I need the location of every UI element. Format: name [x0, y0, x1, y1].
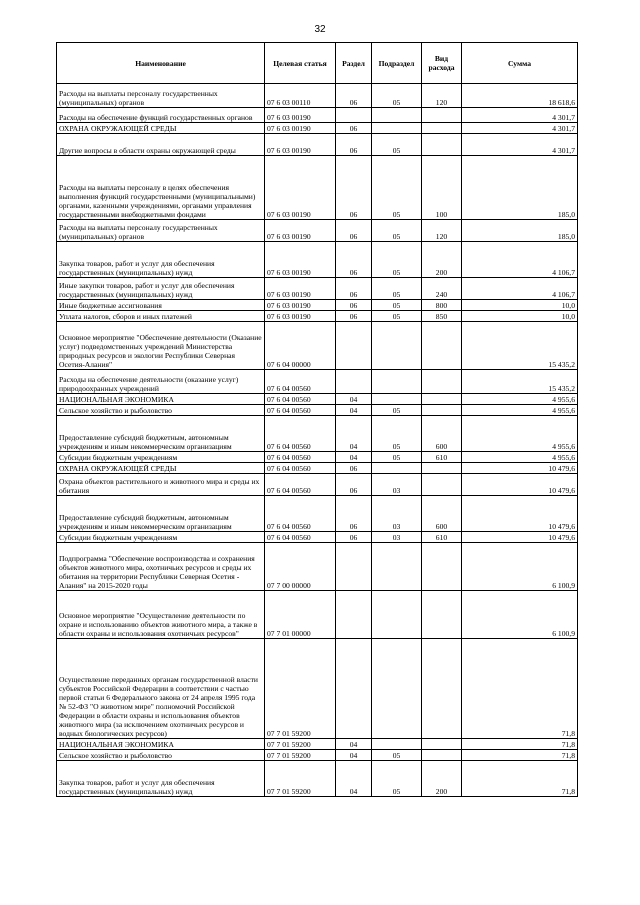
row-target-article: 07 6 04 00560	[265, 532, 336, 543]
row-name: Предоставление субсидий бюджетным, автономным учреждениям и иным некоммерческим организациям	[57, 496, 265, 532]
row-sum: 4 106,7	[462, 278, 578, 300]
row-sum: 10 479,6	[462, 474, 578, 496]
row-sum: 71,8	[462, 750, 578, 761]
row-target-article: 07 7 01 59200	[265, 739, 336, 750]
row-target-article: 07 6 03 00190	[265, 242, 336, 278]
row-subsection: 03	[372, 532, 422, 543]
row-name: Охрана объектов растительного и животного мира и среды их обитания	[57, 474, 265, 496]
row-sum: 4 301,7	[462, 123, 578, 134]
row-subsection: 05	[372, 242, 422, 278]
table-row	[57, 416, 578, 452]
row-target-article: 07 6 03 00110	[265, 84, 336, 108]
row-expense-kind: 800	[422, 300, 462, 311]
row-subsection: 05	[372, 311, 422, 322]
row-subsection	[372, 322, 422, 370]
table-row	[57, 108, 578, 123]
row-target-article: 07 6 04 00560	[265, 474, 336, 496]
row-section: 06	[336, 474, 372, 496]
row-sum: 15 435,2	[462, 322, 578, 370]
table-row	[57, 322, 578, 370]
row-expense-kind: 240	[422, 278, 462, 300]
row-section	[336, 108, 372, 123]
row-section	[336, 543, 372, 591]
row-section: 04	[336, 416, 372, 452]
row-target-article: 07 7 01 59200	[265, 761, 336, 797]
row-name: Субсидии бюджетным учреждениям	[57, 532, 265, 543]
row-expense-kind: 120	[422, 84, 462, 108]
row-subsection: 03	[372, 474, 422, 496]
table-row	[57, 220, 578, 242]
row-subsection: 05	[372, 84, 422, 108]
row-name: Предоставление субсидий бюджетным, автономным учреждениям и иным некоммерческим организациям	[57, 416, 265, 452]
table-row	[57, 639, 578, 739]
table-row	[57, 463, 578, 474]
table-row	[57, 750, 578, 761]
row-expense-kind: 850	[422, 311, 462, 322]
row-target-article: 07 6 03 00190	[265, 300, 336, 311]
row-section: 06	[336, 532, 372, 543]
row-expense-kind	[422, 370, 462, 394]
table-row	[57, 474, 578, 496]
row-sum: 15 435,2	[462, 370, 578, 394]
row-target-article: 07 6 03 00190	[265, 134, 336, 156]
table-row	[57, 370, 578, 394]
row-section	[336, 370, 372, 394]
row-sum: 71,8	[462, 639, 578, 739]
row-name: Субсидии бюджетным учреждениям	[57, 452, 265, 463]
row-subsection: 05	[372, 220, 422, 242]
table-header-row	[57, 43, 578, 84]
row-target-article: 07 6 04 00560	[265, 416, 336, 452]
row-section	[336, 322, 372, 370]
row-name: Расходы на выплаты персоналу государственных (муниципальных) органов	[57, 220, 265, 242]
row-expense-kind	[422, 463, 462, 474]
row-name: Расходы на обеспечение деятельности (оказание услуг) природоохранных учреждений	[57, 370, 265, 394]
row-name: НАЦИОНАЛЬНАЯ ЭКОНОМИКА	[57, 739, 265, 750]
row-sum: 4 955,6	[462, 452, 578, 463]
row-sum: 10 479,6	[462, 463, 578, 474]
row-expense-kind	[422, 739, 462, 750]
row-sum: 6 100,9	[462, 591, 578, 639]
row-sum: 10,0	[462, 300, 578, 311]
row-section: 04	[336, 405, 372, 416]
table-row	[57, 242, 578, 278]
row-name: Сельское хозяйство и рыболовство	[57, 750, 265, 761]
table-row	[57, 543, 578, 591]
row-section	[336, 591, 372, 639]
header-section: Раздел	[336, 43, 372, 84]
row-section: 06	[336, 84, 372, 108]
row-section: 04	[336, 452, 372, 463]
budget-table	[56, 42, 578, 797]
row-name: ОХРАНА ОКРУЖАЮЩЕЙ СРЕДЫ	[57, 123, 265, 134]
row-sum: 4 955,6	[462, 416, 578, 452]
table-row	[57, 394, 578, 405]
header-sum: Сумма	[462, 43, 578, 84]
row-name: Сельское хозяйство и рыболовство	[57, 405, 265, 416]
row-subsection	[372, 463, 422, 474]
row-target-article: 07 6 04 00560	[265, 496, 336, 532]
row-subsection	[372, 370, 422, 394]
row-subsection	[372, 591, 422, 639]
header-subsection: Подраздел	[372, 43, 422, 84]
row-expense-kind	[422, 591, 462, 639]
row-name: Другие вопросы в области охраны окружающей среды	[57, 134, 265, 156]
row-name: Уплата налогов, сборов и иных платежей	[57, 311, 265, 322]
row-section: 06	[336, 220, 372, 242]
row-target-article: 07 7 01 00000	[265, 591, 336, 639]
row-expense-kind	[422, 405, 462, 416]
row-subsection: 05	[372, 761, 422, 797]
header-target-article: Целевая статья	[265, 43, 336, 84]
row-subsection: 03	[372, 496, 422, 532]
row-target-article: 07 6 03 00190	[265, 156, 336, 220]
page-number: 32	[314, 24, 326, 35]
row-target-article: 07 6 04 00560	[265, 452, 336, 463]
row-expense-kind: 610	[422, 532, 462, 543]
row-section: 06	[336, 496, 372, 532]
row-sum: 10 479,6	[462, 496, 578, 532]
row-target-article: 07 6 03 00190	[265, 108, 336, 123]
row-target-article: 07 6 04 00000	[265, 322, 336, 370]
table-row	[57, 84, 578, 108]
table-row	[57, 452, 578, 463]
header-expense-kind: Вид расхода	[422, 43, 462, 84]
row-expense-kind	[422, 108, 462, 123]
row-name: НАЦИОНАЛЬНАЯ ЭКОНОМИКА	[57, 394, 265, 405]
row-expense-kind	[422, 322, 462, 370]
row-subsection	[372, 394, 422, 405]
row-subsection: 05	[372, 405, 422, 416]
row-name: Расходы на выплаты персоналу государственных (муниципальных) органов	[57, 84, 265, 108]
row-expense-kind: 200	[422, 761, 462, 797]
row-target-article: 07 6 04 00560	[265, 463, 336, 474]
row-sum: 4 106,7	[462, 242, 578, 278]
table-row	[57, 405, 578, 416]
table-row	[57, 591, 578, 639]
row-sum: 71,8	[462, 739, 578, 750]
row-sum: 185,0	[462, 156, 578, 220]
row-target-article: 07 6 04 00560	[265, 405, 336, 416]
table-row	[57, 496, 578, 532]
row-subsection: 05	[372, 452, 422, 463]
row-target-article: 07 6 03 00190	[265, 278, 336, 300]
row-section: 06	[336, 123, 372, 134]
row-target-article: 07 6 04 00560	[265, 394, 336, 405]
row-name: Основное мероприятие "Обеспечение деятельности (Оказание услуг) подведомственных учреждений Министерства природных ресурсов и экологии Республики Северная Осетия-Алания"	[57, 322, 265, 370]
table-row	[57, 134, 578, 156]
table-row	[57, 300, 578, 311]
row-target-article: 07 6 04 00560	[265, 370, 336, 394]
row-subsection	[372, 639, 422, 739]
row-section: 06	[336, 156, 372, 220]
row-subsection	[372, 123, 422, 134]
row-name: Подпрограмма "Обеспечение воспроизводства и сохранения объектов животного мира, охотничьих ресурсов и среды их обитания на территории Республики Северная Осетия - Алания" на 2015-2020 годы	[57, 543, 265, 591]
row-name: Расходы на выплаты персоналу в целях обеспечения выполнения функций государственными (муниципальными) органами, казенными учреждениями, органами управления государственными внебюджетными фондами	[57, 156, 265, 220]
row-expense-kind	[422, 123, 462, 134]
row-expense-kind	[422, 394, 462, 405]
row-name: Иные закупки товаров, работ и услуг для обеспечения государственных (муниципальных) нужд	[57, 278, 265, 300]
row-sum: 10 479,6	[462, 532, 578, 543]
row-subsection: 05	[372, 278, 422, 300]
row-name: Закупка товаров, работ и услуг для обеспечения государственных (муниципальных) нужд	[57, 761, 265, 797]
row-section: 06	[336, 463, 372, 474]
row-name: Иные бюджетные ассигнования	[57, 300, 265, 311]
row-name: Расходы на обеспечение функций государственных органов	[57, 108, 265, 123]
row-sum: 4 955,6	[462, 405, 578, 416]
row-section: 04	[336, 750, 372, 761]
row-subsection	[372, 108, 422, 123]
row-expense-kind: 610	[422, 452, 462, 463]
row-expense-kind	[422, 750, 462, 761]
row-target-article: 07 7 01 59200	[265, 639, 336, 739]
row-expense-kind: 600	[422, 496, 462, 532]
row-subsection: 05	[372, 156, 422, 220]
row-name: Закупка товаров, работ и услуг для обеспечения государственных (муниципальных) нужд	[57, 242, 265, 278]
row-expense-kind: 100	[422, 156, 462, 220]
row-section: 06	[336, 134, 372, 156]
row-expense-kind: 200	[422, 242, 462, 278]
row-sum: 6 100,9	[462, 543, 578, 591]
row-section: 04	[336, 394, 372, 405]
row-section: 06	[336, 311, 372, 322]
row-expense-kind	[422, 474, 462, 496]
row-target-article: 07 7 00 00000	[265, 543, 336, 591]
row-name: Основное мероприятие "Осуществление деятельности по охране и использованию объектов животного мира, а также в области охраны и использования охотничьих ресурсов"	[57, 591, 265, 639]
row-expense-kind: 120	[422, 220, 462, 242]
row-section: 04	[336, 739, 372, 750]
row-section: 06	[336, 278, 372, 300]
row-expense-kind	[422, 543, 462, 591]
row-subsection: 05	[372, 750, 422, 761]
row-expense-kind	[422, 639, 462, 739]
row-sum: 10,0	[462, 311, 578, 322]
row-section	[336, 639, 372, 739]
row-sum: 4 301,7	[462, 134, 578, 156]
row-subsection: 05	[372, 134, 422, 156]
row-subsection: 05	[372, 416, 422, 452]
row-section: 06	[336, 242, 372, 278]
table-row	[57, 532, 578, 543]
row-subsection	[372, 543, 422, 591]
row-expense-kind: 600	[422, 416, 462, 452]
row-target-article: 07 6 03 00190	[265, 123, 336, 134]
table-row	[57, 278, 578, 300]
row-section: 04	[336, 761, 372, 797]
row-sum: 4 955,6	[462, 394, 578, 405]
table-row	[57, 156, 578, 220]
row-subsection	[372, 739, 422, 750]
row-target-article: 07 6 03 00190	[265, 220, 336, 242]
row-sum: 185,0	[462, 220, 578, 242]
table-row	[57, 761, 578, 797]
row-name: ОХРАНА ОКРУЖАЮЩЕЙ СРЕДЫ	[57, 463, 265, 474]
row-target-article: 07 7 01 59200	[265, 750, 336, 761]
row-sum: 71,8	[462, 761, 578, 797]
table-row	[57, 123, 578, 134]
row-sum: 4 301,7	[462, 108, 578, 123]
row-expense-kind	[422, 134, 462, 156]
row-target-article: 07 6 03 00190	[265, 311, 336, 322]
row-name: Осуществление переданных органам государственной власти субъектов Российской Федерации в соответствии с частью первой статьи 6 Федерального закона от 24 апреля 1995 года № 52-ФЗ "О животном мире" полномочий Российской Федерации в области охраны и использования объектов животного мира (за исключением охотничьих ресурсов и водных биологических ресурсов)	[57, 639, 265, 739]
row-sum: 18 618,6	[462, 84, 578, 108]
table-row	[57, 739, 578, 750]
header-name: Наименование	[57, 43, 265, 84]
row-section: 06	[336, 300, 372, 311]
row-subsection: 05	[372, 300, 422, 311]
table-row	[57, 311, 578, 322]
